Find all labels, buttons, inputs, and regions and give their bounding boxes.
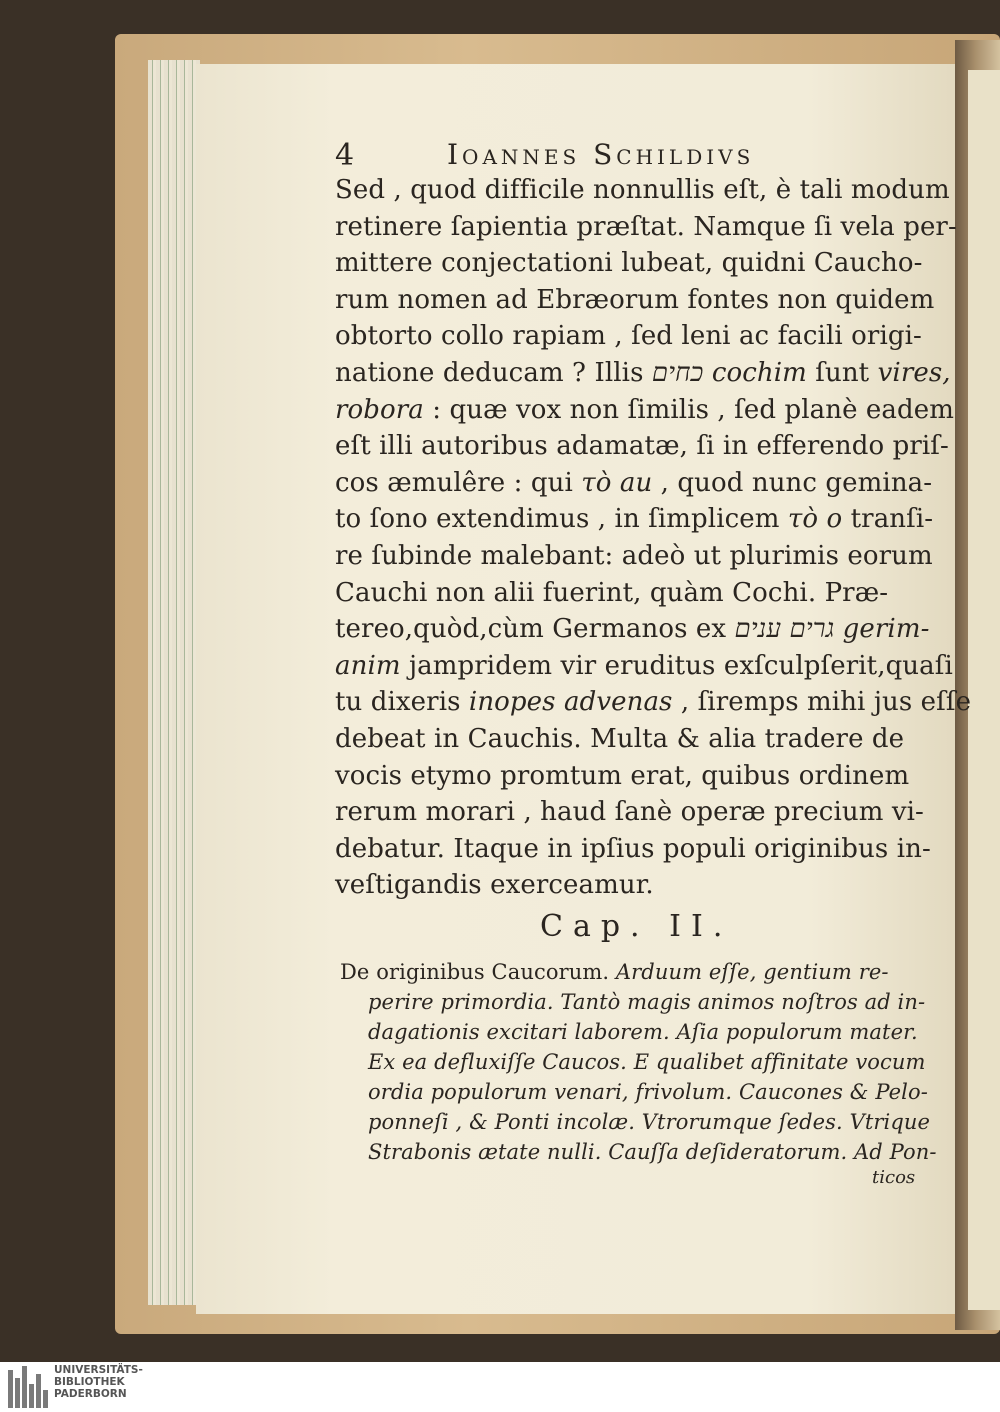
running-head-title: Ioannes Schildivs	[447, 138, 755, 171]
summary-segment: Arduum eſſe, gentium re-	[615, 960, 889, 984]
text-segment: גרים ענים	[734, 614, 835, 645]
text-line	[335, 245, 923, 282]
text-line	[335, 831, 931, 868]
text-segment: vocis etymo promtum erat, quibus ordinem	[335, 760, 910, 791]
text-line	[335, 209, 957, 246]
text-line	[335, 538, 933, 575]
summary-line	[340, 987, 930, 1017]
text-line	[335, 648, 953, 685]
text-segment	[834, 614, 842, 644]
recto-page-edge	[968, 70, 1000, 1310]
summary-segment: Ex ea defluxiſſe Caucos. E qualibet affinitate vocum	[368, 1050, 926, 1074]
library-footer	[0, 1362, 1000, 1412]
text-line	[335, 318, 920, 355]
summary-line	[340, 1077, 930, 1107]
page-number: 4	[335, 138, 355, 173]
text-segment: veſtigandis exerceamur.	[335, 870, 654, 901]
text-segment: mittere conjectationi lubeat, quidni Caucho-	[335, 248, 923, 279]
library-name: UNIVERSITÄTS- BIBLIOTHEK PADERBORN	[54, 1364, 143, 1400]
text-line	[335, 867, 920, 904]
library-logo-icon	[8, 1366, 48, 1408]
text-segment: cochim	[711, 357, 807, 388]
summary-segment: ordia populorum venari, frivolum. Caucones & Pelo-	[368, 1080, 928, 1104]
text-segment: Sed , quod difficile nonnullis eſt, è tali modum	[335, 175, 950, 205]
text-segment: Cauchi non alii fuerint, quàm Cochi. Præ-	[335, 577, 889, 608]
text-line	[335, 794, 924, 831]
text-segment: debatur. Itaque in ipſius populi originibus in-	[335, 833, 931, 864]
text-segment: tereo,quòd,cùm Germanos ex	[335, 614, 735, 645]
text-line	[335, 575, 920, 612]
summary-line	[340, 1047, 930, 1077]
summary-line	[340, 1017, 930, 1047]
text-segment: to ſono extendimus , in ſimplicem	[335, 504, 788, 535]
text-segment: : quæ vox non ſimilis , ſed planè eadem	[423, 394, 955, 425]
page-edges	[148, 60, 200, 1305]
text-segment: anim	[335, 650, 401, 681]
text-segment: ſunt	[806, 357, 878, 388]
text-segment: retinere ſapientia præſtat. Namque ſi vela per-	[335, 211, 957, 242]
text-line	[335, 355, 951, 392]
text-segment: rum nomen ad Ebræorum fontes non quidem	[335, 284, 935, 315]
main-text	[335, 172, 972, 904]
summary-line	[340, 957, 930, 987]
text-segment: natione deducam ? Illis	[335, 357, 652, 388]
text-segment: obtorto collo rapiam , ſed leni ac facili origi-	[335, 321, 922, 352]
text-segment: debeat in Cauchis. Multa & alia tradere de	[335, 723, 905, 754]
text-segment	[703, 358, 711, 388]
text-line	[335, 611, 930, 648]
text-line	[335, 758, 920, 795]
summary-segment: perire primordia. Tantò magis animos noſtros ad in-	[368, 990, 926, 1014]
text-segment: cos æmulêre : qui	[335, 467, 582, 498]
text-line	[335, 392, 955, 429]
text-line	[335, 282, 935, 319]
text-segment: eſt illi autoribus adamatæ, ſi in efferendo priſ-	[335, 431, 949, 462]
summary-segment: De originibus Caucorum.	[340, 960, 616, 984]
summary-segment: dagationis excitari laborem. Aſia populorum mater.	[368, 1020, 918, 1044]
text-segment: vires,	[877, 357, 951, 388]
text-line	[335, 172, 950, 209]
text-line	[335, 721, 920, 758]
text-segment: tranſi-	[842, 504, 934, 535]
chapter-summary	[340, 957, 937, 1167]
text-segment: jampridem vir eruditus exſculpſerit,quaſi	[400, 650, 953, 681]
text-segment: tu dixeris	[335, 687, 469, 718]
text-line	[335, 428, 949, 465]
text-segment: τὸ au	[581, 467, 653, 498]
running-head	[335, 136, 925, 176]
chapter-heading: Cap. II.	[540, 909, 733, 944]
text-segment: re ſubinde malebant: adeò ut plurimis eorum	[335, 540, 933, 571]
text-segment: rerum morari , haud ſanè operæ precium vi-	[335, 797, 924, 828]
summary-segment: Strabonis ætate nulli. Cauſſa deſideratorum. Ad Pon-	[368, 1140, 937, 1164]
summary-line	[340, 1137, 937, 1167]
page-content	[200, 64, 972, 1314]
text-segment: , ſiremps mihi jus eſſe	[672, 687, 972, 718]
text-segment: inopes advenas	[468, 687, 673, 718]
summary-line	[340, 1107, 930, 1137]
catchword: ticos	[872, 1167, 916, 1188]
text-segment: כחים	[651, 357, 704, 388]
text-line	[335, 501, 934, 538]
text-segment: gerim-	[842, 614, 930, 645]
text-segment: robora	[335, 394, 424, 425]
text-segment: τὸ o	[787, 504, 843, 535]
text-line	[335, 684, 972, 721]
text-line	[335, 465, 933, 502]
summary-segment: ponneſi , & Ponti incolæ. Vtrorumque ſedes. Vtrique	[368, 1110, 931, 1134]
text-segment: , quod nunc gemina-	[652, 467, 933, 498]
